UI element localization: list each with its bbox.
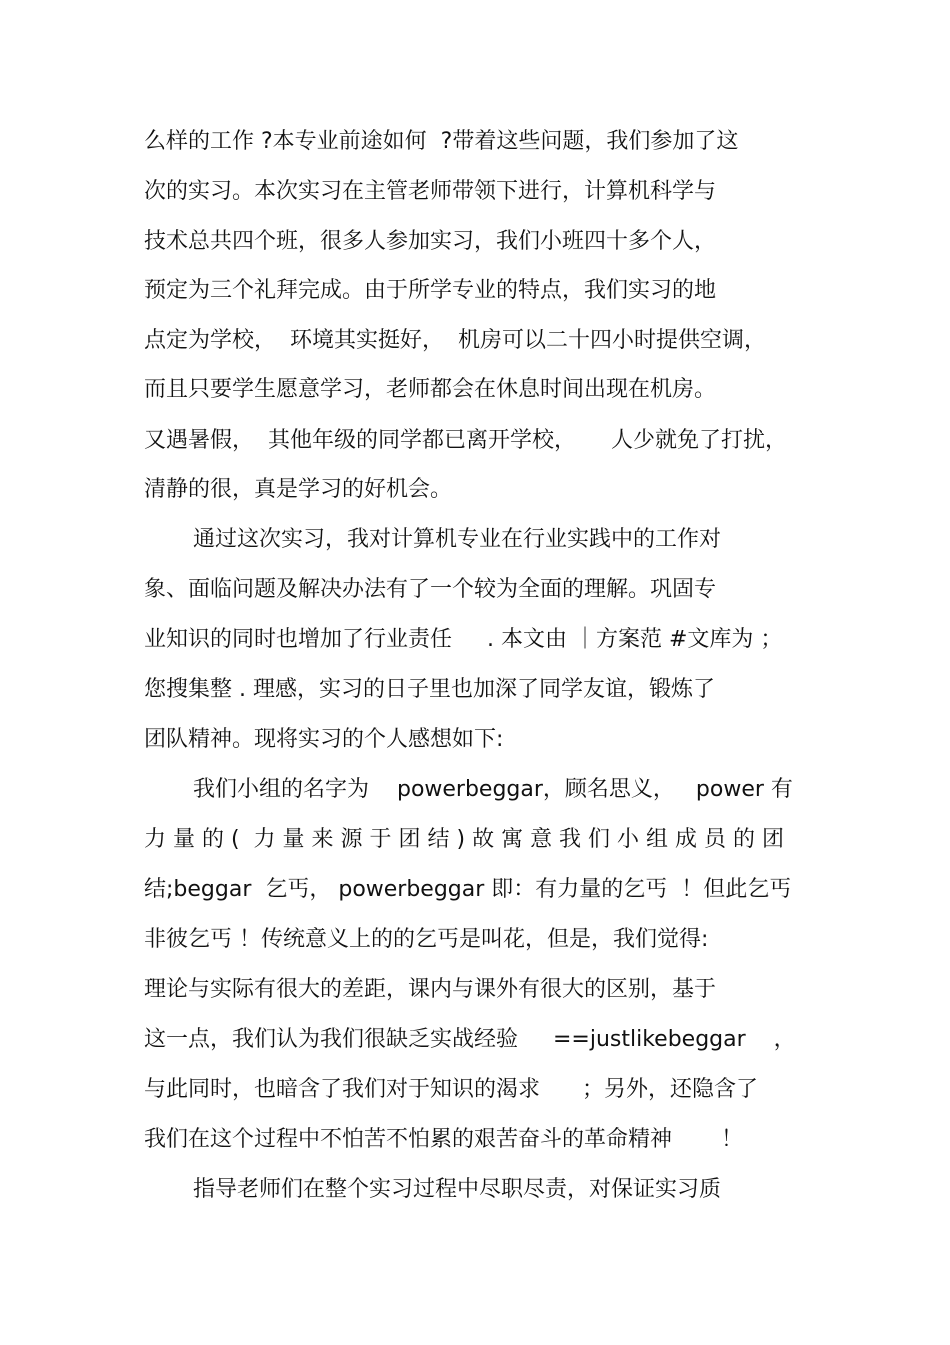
text-line: 结;beggar 乞丐， powerbeggar 即：有力量的乞丐 ！但此乞丐 [144,877,792,902]
text-line: 非彼乞丐 ！传统意义上的的乞丐是叫花，但是，我们觉得: [144,927,709,952]
text-line: 您搜集整 . 理感，实习的日子里也加深了同学友谊，锻炼了 [144,677,715,702]
paragraph-first-line: 指导老师们在整个实习过程中尽职尽责，对保证实习质 [193,1177,722,1202]
text-line: 业知识的同时也增加了行业责任 . 本文由 ｜方案范 #文库为 ； [144,627,783,652]
text-line: 象、面临问题及解决办法有了一个较为全面的理解。巩固专 [144,577,717,602]
text-line: 次的实习。本次实习在主管老师带领下进行，计算机科学与 [144,179,717,204]
text-line: 团队精神。现将实习的个人感想如下: [144,727,504,752]
text-line: 预定为三个礼拜完成。由于所学专业的特点，我们实习的地 [144,278,717,303]
text-line: 清静的很，真是学习的好机会。 [144,477,453,502]
text-line: 这一点，我们认为我们很缺乏实战经验 ==justlikebeggar ， [144,1027,796,1052]
text-line: 又遇暑假， 其他年级的同学都已离开学校， 人少就免了打扰， [144,428,787,453]
text-line: 与此同时，也暗含了我们对于知识的渴求 ；另外，还隐含了 [144,1077,758,1102]
text-line: 理论与实际有很大的差距，课内与课外有很大的区别，基于 [144,977,717,1002]
text-line: 我们在这个过程中不怕苦不怕累的艰苦奋斗的革命精神 ！ [144,1127,743,1152]
paragraph-first-line: 我们小组的名字为 powerbeggar，顾名思义， power 有 [193,777,793,802]
text-line: 点定为学校， 环境其实挺好， 机房可以二十四小时提供空调， [144,328,766,353]
paragraph-first-line: 通过这次实习，我对计算机专业在行业实践中的工作对 [193,527,722,552]
text-line: 力 量 的 ( 力 量 来 源 于 团 结 ) 故 寓 意 我 们 小 组 成 员 的 团 [144,827,785,852]
text-line: 么样的工作 ?本专业前途如何 ?带着这些问题，我们参加了这 [144,129,739,154]
text-line: 技术总共四个班，很多人参加实习，我们小班四十多个人， [144,229,717,254]
text-line: 而且只要学生愿意学习，老师都会在休息时间出现在机房。 [144,377,717,402]
